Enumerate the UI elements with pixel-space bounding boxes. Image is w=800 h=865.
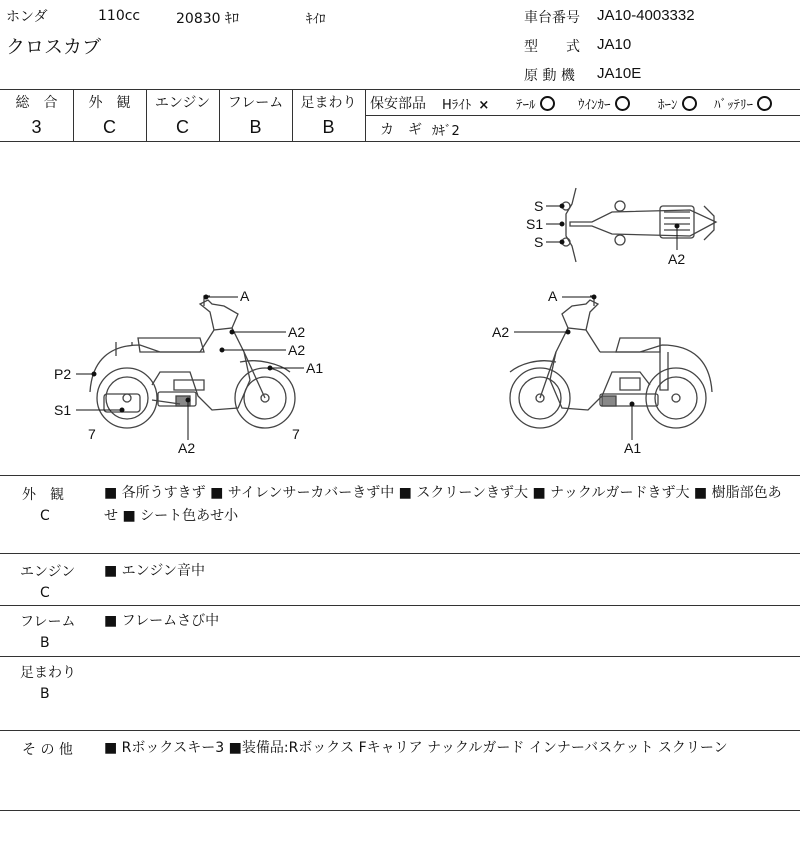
headlight-mark: × — [478, 98, 490, 113]
grade-value-suspension: B — [322, 117, 335, 137]
damage-label: A1 — [306, 360, 324, 376]
headlight-label: Hﾗｲﾄ — [442, 98, 472, 113]
remark-suspension-grade: B — [40, 686, 50, 702]
remark-exterior-grade: C — [40, 508, 50, 524]
damage-label: A2 — [492, 324, 510, 340]
grade-value-engine: C — [176, 117, 189, 137]
grade-header-overall: 総 合 — [15, 95, 58, 111]
engine-code: JA10E — [597, 65, 642, 82]
divider — [0, 810, 800, 811]
maker-name: ホンダ — [6, 9, 48, 25]
grade-value-frame: B — [249, 117, 262, 137]
remark-engine-text: ■ エンジン音中 — [104, 563, 205, 579]
divider — [0, 605, 800, 606]
divider — [0, 553, 800, 554]
damage-label: P2 — [54, 366, 72, 382]
damage-label: A — [240, 288, 250, 304]
remark-exterior-text: ■ 各所うすきず ■ サイレンサーカバーきず中 ■ スクリーンきず大 ■ ナックルガードきず大 ■ 樹脂部色あせ ■ シート色あせ小 — [104, 485, 782, 524]
remark-frame-title: フレーム — [20, 614, 76, 630]
top-view-bike — [562, 188, 716, 262]
damage-label: S1 — [526, 216, 544, 232]
divider — [0, 656, 800, 657]
winker-label: ｳｲﾝｶｰ — [578, 98, 611, 113]
safety-parts-label: 保安部品 — [370, 96, 426, 112]
grade-header-frame: フレーム — [227, 95, 284, 111]
damage-label: 7 — [88, 426, 96, 442]
damage-label: A1 — [624, 440, 642, 456]
damage-label: A — [548, 288, 558, 304]
damage-label: 7 — [292, 426, 300, 442]
horn-label: ﾎｰﾝ — [658, 98, 678, 113]
grade-value-overall: 3 — [31, 117, 42, 137]
grade-header-exterior: 外 観 — [88, 95, 131, 111]
grade-header-engine: エンジン — [154, 95, 211, 111]
key-label: カ ギ — [380, 122, 422, 138]
tail-label: ﾃｰﾙ — [516, 98, 536, 113]
divider — [0, 730, 800, 731]
remark-frame-grade: B — [40, 635, 50, 651]
damage-label: A2 — [288, 324, 306, 340]
damage-label: S1 — [54, 402, 72, 418]
grade-header-suspension: 足まわり — [300, 95, 357, 111]
remark-other-title: そ の 他 — [22, 742, 73, 758]
damage-label: A2 — [668, 251, 686, 267]
right-side-view-bike — [510, 296, 712, 428]
remark-suspension-title: 足まわり — [20, 665, 76, 681]
damage-label: S — [534, 234, 544, 250]
mileage: 20830 ｷﾛ — [176, 11, 239, 27]
remark-frame-text: ■ フレームさび中 — [104, 613, 220, 629]
remark-engine-title: エンジン — [20, 564, 76, 580]
model-code-label: 型 式 — [524, 39, 580, 55]
remark-other-text: ■ Rボックスキー3 ■装備品:Rボックス Fキャリア ナックルガード インナーバスケット スクリーン — [104, 740, 728, 756]
damage-label: S — [534, 198, 544, 214]
battery-label: ﾊﾞｯﾃﾘｰ — [714, 98, 753, 113]
damage-label: A2 — [178, 440, 196, 456]
engine-label: 原 動 機 — [524, 68, 575, 84]
grade-value-exterior: C — [103, 117, 116, 137]
remark-exterior-title: 外 観 — [22, 487, 64, 503]
frame-number-label: 車台番号 — [524, 10, 580, 26]
frame-number: JA10-4003332 — [597, 7, 695, 24]
key-value: ｶｷﾞ2 — [432, 124, 460, 139]
damage-label: A2 — [288, 342, 306, 358]
remark-engine-grade: C — [40, 585, 50, 601]
mileage-note: ｷｲﾛ — [306, 12, 326, 27]
model-code: JA10 — [597, 36, 632, 53]
model-name: クロスカブ — [6, 36, 102, 58]
displacement: 110cc — [98, 8, 141, 24]
